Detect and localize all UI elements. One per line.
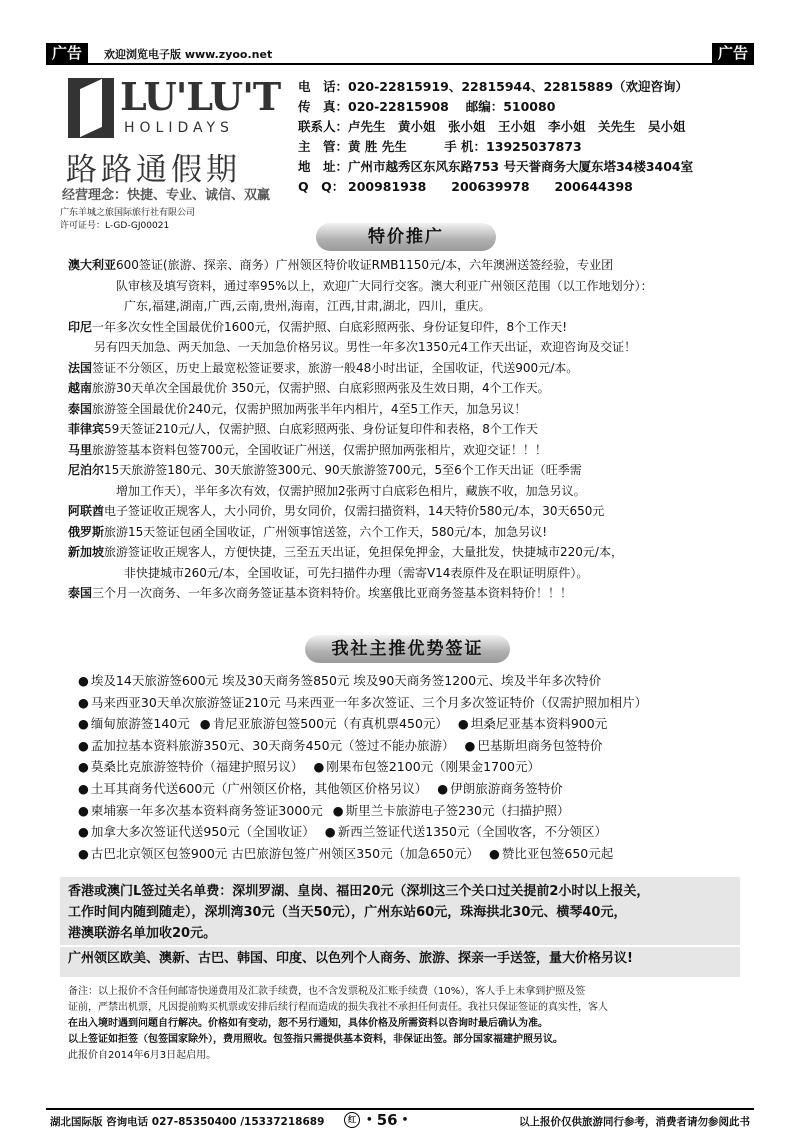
advantage-item: ● 土耳其商务代送600元（广州领区价格，其他领区价格另议） [78, 778, 427, 800]
offer-line [68, 358, 738, 379]
offer-text: 非快捷城市260元/本，全国收证，可先扫描件办理（需寄V14表原件及在职证明原件）。 [124, 565, 589, 580]
offer-text: 签证不分领区，历史上最宽松签证要求，旅游一般48小时出证，全国收证，代送900元/本。 [92, 360, 579, 375]
offer-country: 新加坡 [68, 545, 105, 559]
contact-row [298, 137, 750, 157]
contact-label: 电 话： [298, 79, 349, 94]
advantage-item: ● 肯尼亚旅游包签500元（有真机票450元） [200, 713, 448, 735]
page-number: 56 [376, 1111, 398, 1129]
contact-row [298, 157, 750, 177]
contact-row [298, 77, 750, 97]
logo-mark-icon [68, 78, 114, 138]
advantage-line [78, 692, 748, 714]
logo-sub-en: HOLIDAYS [124, 120, 234, 136]
contact-label: 地 址： [298, 159, 349, 174]
offer-country: 泰国 [68, 401, 93, 416]
contact-block [298, 77, 750, 197]
contact-value: 广州市越秀区东风东路753 号天誉商务大厦东塔34楼3404室 [348, 159, 694, 174]
advantage-item: ● 古巴北京领区包签900元 古巴旅游包签广州领区350元（加急650元） [78, 843, 479, 865]
footer-disclaimer: 以上报价仅供旅游同行参考，消费者请勿参阅此书 [519, 1116, 750, 1128]
advantage-line [78, 778, 748, 800]
offer-text: 电子签证收正规客人，大小同价，男女同价，仅需扫描资料，14天特价580元/本，30天650元 [104, 504, 605, 518]
contact-row [298, 97, 750, 117]
advantage-line [78, 821, 748, 843]
offer-country: 印尼 [68, 319, 93, 334]
offer-text: 旅游15天签证包函全国收证，广州领事馆送签，六个工作天，580元/本，加急另议! [104, 524, 548, 539]
offer-text: 另有四天加急、两天加急、一天加急价格另议。男性一年多次1350元4工作天出证，欢迎咨询及交证！ [94, 340, 637, 354]
offer-country: 泰国 [68, 586, 93, 600]
offer-country: 阿联酋 [68, 504, 105, 518]
hk-line: 广州领区欧美、澳新、古巴、韩国、印度、以色列个人商务、旅游、探亲一手送签，量大价格另议! [68, 951, 633, 966]
contact-value: 黄 胜 先生 手 机：13925037873 [348, 139, 582, 154]
advantage-item: ● 马来西亚30天单次旅游签证210元 马来西亚一年多次签证、三个月多次签证特价（仅需护照加相片） [78, 692, 647, 714]
footer [46, 1108, 754, 1130]
offer-line [68, 337, 738, 358]
license-number: 许可证号：L-GD-GJ00021 [60, 221, 170, 231]
note-line: 以上签证如拒签（包签国家除外），费用照收。包签指只需提供基本资料，非保证出签。部分国家福建护照另议。 [68, 1034, 563, 1045]
offer-text: 600签证(旅游、探亲、商务）广州领区特价收证RMB1150元/本，六年澳洲送签经验，专业团 [116, 258, 614, 272]
offer-text: 旅游30天单次全国最优价 350元，仅需护照、白底彩照两张及生效日期，4个工作天。 [92, 381, 550, 395]
offer-line [68, 255, 738, 276]
offer-line [68, 583, 738, 604]
advantage-line [78, 713, 748, 735]
contact-value: 020-22815908 邮编：510080 [348, 99, 556, 114]
offer-line [68, 378, 738, 399]
offer-text: 三个月一次商务、一年多次商务签证基本资料特价。埃塞俄比亚商务签基本资料特价！！！ [92, 586, 573, 600]
offer-text: 队审核及填写资料，通过率95%以上，欢迎广大同行交客。澳大利亚广州领区范围（以工作地划分）： [116, 278, 653, 293]
offer-text: 旅游签全国最优价240元，仅需护照加两张半年内相片，4至5工作天，加急另议！ [92, 401, 527, 416]
top-bar [46, 43, 754, 65]
advantage-item: ● 赞比亚包签650元起 [489, 843, 613, 865]
contact-label: 联系人： [298, 119, 349, 134]
offer-country: 俄罗斯 [68, 524, 105, 539]
advantage-item: ● 坦桑尼亚基本资料900元 [458, 713, 607, 735]
contact-label: 传 真： [298, 99, 349, 114]
offer-line [68, 563, 738, 584]
advantage-line [78, 735, 748, 757]
footer-contact: 湖北国际版 咨询电话 027-85350400 /15337218689 [50, 1116, 325, 1128]
offer-line [68, 419, 738, 440]
contact-value: 卢先生 黄小姐 张小姐 王小姐 李小姐 关先生 吴小姐 [348, 119, 686, 134]
advantage-line [78, 800, 748, 822]
offer-country: 菲律宾 [68, 422, 105, 436]
offer-text: 15天旅游签180元、30天旅游签300元、90天旅游签700元，5至6个工作天出证（旺季需 [104, 463, 582, 477]
offer-country: 越南 [68, 381, 93, 395]
advantage-item: ● 刚果布包签2100元（刚果金1700元） [313, 756, 540, 778]
hk-divider [60, 945, 740, 947]
advantage-item: ● 伊朗旅游商务签特价 [437, 778, 562, 800]
advantage-item: ● 斯里兰卡旅游电子签230元（扫描护照） [333, 800, 570, 822]
advantage-item: ● 缅甸旅游签140元 [78, 713, 190, 735]
offer-country: 尼泊尔 [68, 463, 105, 477]
logo-circle-icon: 红 [344, 1112, 360, 1128]
advantage-item: ● 埃及14天旅游签600元 埃及30天商务签850元 埃及90天商务签1200元、埃及半年多次特价 [78, 670, 601, 692]
offer-line [68, 399, 738, 420]
ad-tag-right: 广告 [712, 43, 754, 64]
offer-line [68, 296, 738, 317]
offer-line [68, 481, 738, 502]
contact-value: 020-22815919、22815944、22815889（欢迎咨询） [348, 79, 689, 94]
note-line: 在出入境时遇到问题自行解决。价格如有变动，恕不另行通知，具体价格及所需资料以咨询时最后确认为准。 [68, 1018, 548, 1029]
offer-text: 增加工作天），半年多次有效，仅需护照加2张两寸白底彩色相片，藏族不收，加急另议。 [116, 483, 586, 498]
advantage-item: ● 加拿大多次签证代送950元（全国收证） [78, 821, 315, 843]
dot-icon: • [401, 1114, 409, 1126]
footer-page [344, 1111, 408, 1129]
hk-line: 港澳联游名单加收20元。 [68, 926, 217, 941]
contact-value: 200981938 200639978 200644398 [348, 179, 633, 194]
advantage-item: ● 新西兰签证代送1350元（全国收客，不分领区） [325, 821, 607, 843]
offer-line [68, 460, 738, 481]
advantage-item: ● 巴基斯坦商务包签特价 [465, 735, 603, 757]
advantage-item: ● 莫桑比克旅游签特价（福建护照另议） [78, 756, 303, 778]
contact-row [298, 117, 750, 137]
offer-line [68, 440, 738, 461]
special-offers [68, 255, 738, 604]
contact-row [298, 177, 750, 197]
banner-special: 特价推广 [316, 223, 496, 251]
offer-text: 广东,福建,湖南,广西,云南,贵州,海南，江西,甘肃,湖北，四川，重庆。 [124, 299, 491, 313]
company-name: 广东羊城之旅国际旅行社有限公司 [60, 208, 196, 218]
contact-label: 主 管： [298, 139, 349, 154]
advantage-item: ● 柬埔寨一年多次基本资料商务签证3000元 [78, 800, 323, 822]
logo-name-en: LU'LU'T [120, 74, 281, 119]
offer-line [68, 501, 738, 522]
advantage-line [78, 843, 748, 865]
offer-text: 旅游签证收正规客人，方便快捷，三至五天出证，免担保免押金，大量批发，快捷城市220元/本， [104, 545, 623, 559]
offer-line [68, 522, 738, 543]
note-line: 此报价自2014年6月3日起启用。 [68, 1050, 217, 1061]
contact-label: Q Q： [298, 179, 345, 194]
hk-line: 香港或澳门L签过关名单费：深圳罗湖、皇岗、福田20元（深圳这三个关口过关提前2小时以上报关， [68, 884, 650, 899]
offer-line [68, 542, 738, 563]
advantage-line [78, 670, 748, 692]
note-line: 证前，严禁出机票，凡因提前购买机票或安排后续行程而造成的损失我社不承担任何责任。我社只保证签证的真实性，客人 [68, 1002, 608, 1013]
hk-line: 工作时间内随到随走），深圳湾30元（当天50元），广州东站60元，珠海拱北30元、横琴40元， [68, 905, 627, 920]
offer-text: 一年多次女性全国最优价1600元，仅需护照、白底彩照两张、身份证复印件，8个工作天! [92, 319, 568, 334]
logo-name-cn: 路路通假期 [66, 152, 241, 188]
logo [60, 70, 300, 235]
slogan: 经营理念：快捷、专业、诚信、双赢 [62, 188, 271, 203]
advantage-visas [78, 670, 748, 864]
notes [68, 984, 740, 1064]
advantage-item: ● 孟加拉基本资料旅游350元、30天商务450元（签过不能办旅游） [78, 735, 455, 757]
offer-country: 法国 [68, 360, 93, 375]
ad-tag-left: 广告 [46, 43, 88, 64]
offer-country: 澳大利亚 [68, 258, 117, 272]
offer-line [68, 317, 738, 338]
advantage-line [78, 756, 748, 778]
hk-macau-box [60, 877, 740, 977]
dot-icon: • [366, 1114, 373, 1126]
offer-line [68, 276, 738, 297]
offer-text: 59天签证210元/人，仅需护照、白底彩照两张、身份证复印件和表格，8个工作天 [104, 422, 538, 436]
offer-text: 旅游签基本资料包签700元，全国收证广州送，仅需护照加两张相片，欢迎交证！！！ [92, 442, 547, 457]
note-line: 备注：以上报价不含任何邮寄快递费用及汇款手续费，也不含发票税及汇账手续费（10%），客人手上未拿到护照及签 [68, 986, 586, 997]
top-url[interactable]: 欢迎浏览电子版 www.zyoo.net [104, 48, 273, 61]
offer-country: 马里 [68, 442, 93, 457]
header [60, 70, 750, 240]
banner-advantage: 我社主推优势签证 [305, 635, 510, 663]
